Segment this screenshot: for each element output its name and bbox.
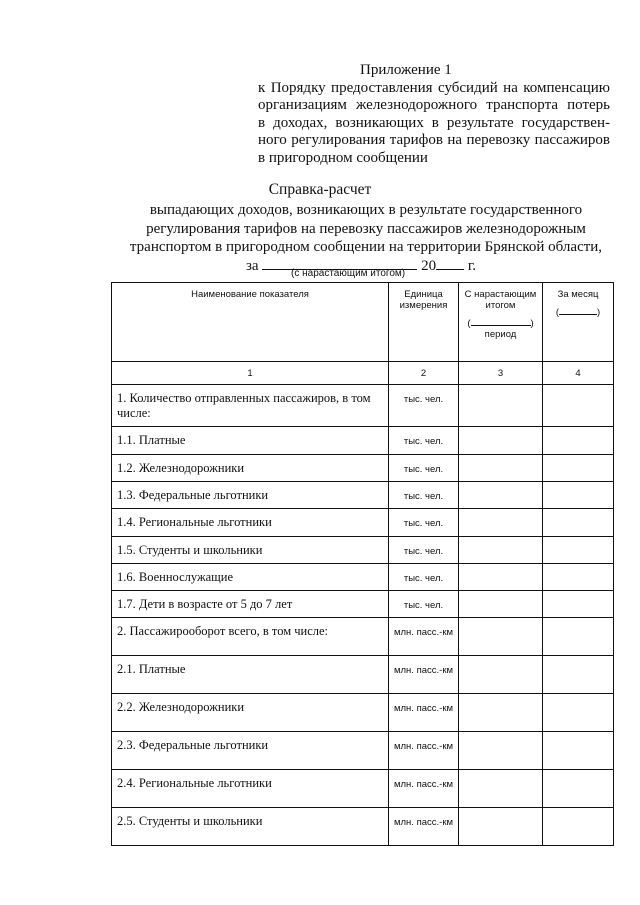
appendix-line: ного регулирования тарифов на перевозку пассажиров <box>258 132 610 148</box>
row-name: 2.2. Железнодорожники <box>112 694 389 732</box>
row-unit: тыс. чел. <box>389 564 459 591</box>
month-blank[interactable]: ( ) <box>543 304 613 318</box>
row-unit: млн. пасс.-км <box>389 656 459 694</box>
table-row <box>112 694 614 732</box>
table-row <box>112 509 614 537</box>
row-name: 1.4. Региональные льготники <box>112 509 389 537</box>
table-row <box>112 808 614 846</box>
row-unit: млн. пасс.-км <box>389 618 459 656</box>
row-unit: тыс. чел. <box>389 537 459 564</box>
row-unit: тыс. чел. <box>389 482 459 509</box>
period-note: (с нарастающим итогом) <box>291 268 406 279</box>
cumulative-period-blank[interactable]: ( ) <box>459 315 542 329</box>
month-value-cell[interactable] <box>543 427 614 455</box>
year-blank-field[interactable] <box>436 255 464 270</box>
month-value-cell[interactable] <box>543 455 614 482</box>
table-row <box>112 656 614 694</box>
row-name: 1.5. Студенты и школьники <box>112 537 389 564</box>
column-number: 2 <box>389 362 459 385</box>
cumulative-value-cell[interactable] <box>459 509 543 537</box>
month-value-cell[interactable] <box>543 694 614 732</box>
appendix-title: Приложение 1 <box>360 62 452 78</box>
appendix-line: в доходах, возникающих в результате государствен- <box>258 114 610 131</box>
row-unit: млн. пасс.-км <box>389 732 459 770</box>
table-row <box>112 591 614 618</box>
report-table <box>111 282 614 846</box>
row-unit: тыс. чел. <box>389 385 459 427</box>
header-month-label: За месяц <box>557 289 599 300</box>
column-number-row <box>112 362 614 385</box>
appendix-header <box>258 62 610 167</box>
row-name: 1.7. Дети в возрасте от 5 до 7 лет <box>112 591 389 618</box>
subtitle-line: выпадающих доходов, возникающих в результате государственного <box>149 202 583 218</box>
month-value-cell[interactable] <box>543 770 614 808</box>
month-value-cell[interactable] <box>543 482 614 509</box>
header-cumulative-sub: период <box>484 329 517 340</box>
month-value-cell[interactable] <box>543 564 614 591</box>
cumulative-value-cell[interactable] <box>459 732 543 770</box>
cumulative-value-cell[interactable] <box>459 618 543 656</box>
header-cumulative <box>459 283 543 362</box>
month-value-cell[interactable] <box>543 808 614 846</box>
row-name: 2. Пассажирооборот всего, в том числе: <box>112 618 389 656</box>
month-value-cell[interactable] <box>543 618 614 656</box>
table-row <box>112 564 614 591</box>
header-name: Наименование показателя <box>112 283 389 362</box>
appendix-line: организациям железнодорожного транспорта потерь <box>258 97 610 113</box>
cumulative-value-cell[interactable] <box>459 385 543 427</box>
month-value-cell[interactable] <box>543 385 614 427</box>
subtitle-line: транспортом в пригородном сообщении на территории Брянской области, <box>129 239 603 255</box>
table-row <box>112 770 614 808</box>
row-unit: тыс. чел. <box>389 509 459 537</box>
row-unit: тыс. чел. <box>389 591 459 618</box>
table-header-row <box>112 283 614 362</box>
row-unit: млн. пасс.-км <box>389 694 459 732</box>
column-number: 1 <box>112 362 389 385</box>
row-unit: тыс. чел. <box>389 455 459 482</box>
document-title: Справка-расчет <box>268 181 372 198</box>
cumulative-value-cell[interactable] <box>459 537 543 564</box>
table-row <box>112 732 614 770</box>
row-name: 2.3. Федеральные льготники <box>112 732 389 770</box>
table-row <box>112 427 614 455</box>
cumulative-value-cell[interactable] <box>459 770 543 808</box>
month-value-cell[interactable] <box>543 537 614 564</box>
row-name: 1.2. Железнодорожники <box>112 455 389 482</box>
table-row <box>112 455 614 482</box>
month-value-cell[interactable] <box>543 732 614 770</box>
row-name: 1.6. Военнослужащие <box>112 564 389 591</box>
row-name: 2.1. Платные <box>112 656 389 694</box>
cumulative-value-cell[interactable] <box>459 808 543 846</box>
header-month <box>543 283 614 362</box>
period-year-prefix: 20 <box>421 258 437 274</box>
row-name: 2.4. Региональные льготники <box>112 770 389 808</box>
table-row <box>112 618 614 656</box>
header-cumulative-label: С нарастающим итогом <box>464 289 537 311</box>
appendix-body <box>258 80 610 168</box>
table-row <box>112 537 614 564</box>
row-name: 1.3. Федеральные льготники <box>112 482 389 509</box>
period-prefix: за <box>246 258 259 274</box>
column-number: 4 <box>543 362 614 385</box>
table-row <box>112 482 614 509</box>
cumulative-value-cell[interactable] <box>459 694 543 732</box>
subtitle-line: регулирования тарифов на перевозку пассажиров железнодорожным <box>146 220 586 237</box>
cumulative-value-cell[interactable] <box>459 455 543 482</box>
cumulative-value-cell[interactable] <box>459 656 543 694</box>
row-unit: млн. пасс.-км <box>389 808 459 846</box>
header-unit: Единица измерения <box>389 283 459 362</box>
appendix-line: к Порядку предоставления субсидий на компенсацию <box>258 79 610 96</box>
month-value-cell[interactable] <box>543 591 614 618</box>
month-value-cell[interactable] <box>543 656 614 694</box>
cumulative-value-cell[interactable] <box>459 564 543 591</box>
column-number: 3 <box>459 362 543 385</box>
cumulative-value-cell[interactable] <box>459 482 543 509</box>
appendix-line: в пригородном сообщении <box>258 149 428 166</box>
cumulative-value-cell[interactable] <box>459 427 543 455</box>
document-subtitle <box>0 201 640 257</box>
table-row <box>112 385 614 427</box>
month-value-cell[interactable] <box>543 509 614 537</box>
cumulative-value-cell[interactable] <box>459 591 543 618</box>
row-name: 2.5. Студенты и школьники <box>112 808 389 846</box>
row-name: 1. Количество отправленных пассажиров, в том числе: <box>112 385 389 427</box>
row-unit: млн. пасс.-км <box>389 770 459 808</box>
row-unit: тыс. чел. <box>389 427 459 455</box>
row-name: 1.1. Платные <box>112 427 389 455</box>
period-suffix: г. <box>467 258 477 274</box>
